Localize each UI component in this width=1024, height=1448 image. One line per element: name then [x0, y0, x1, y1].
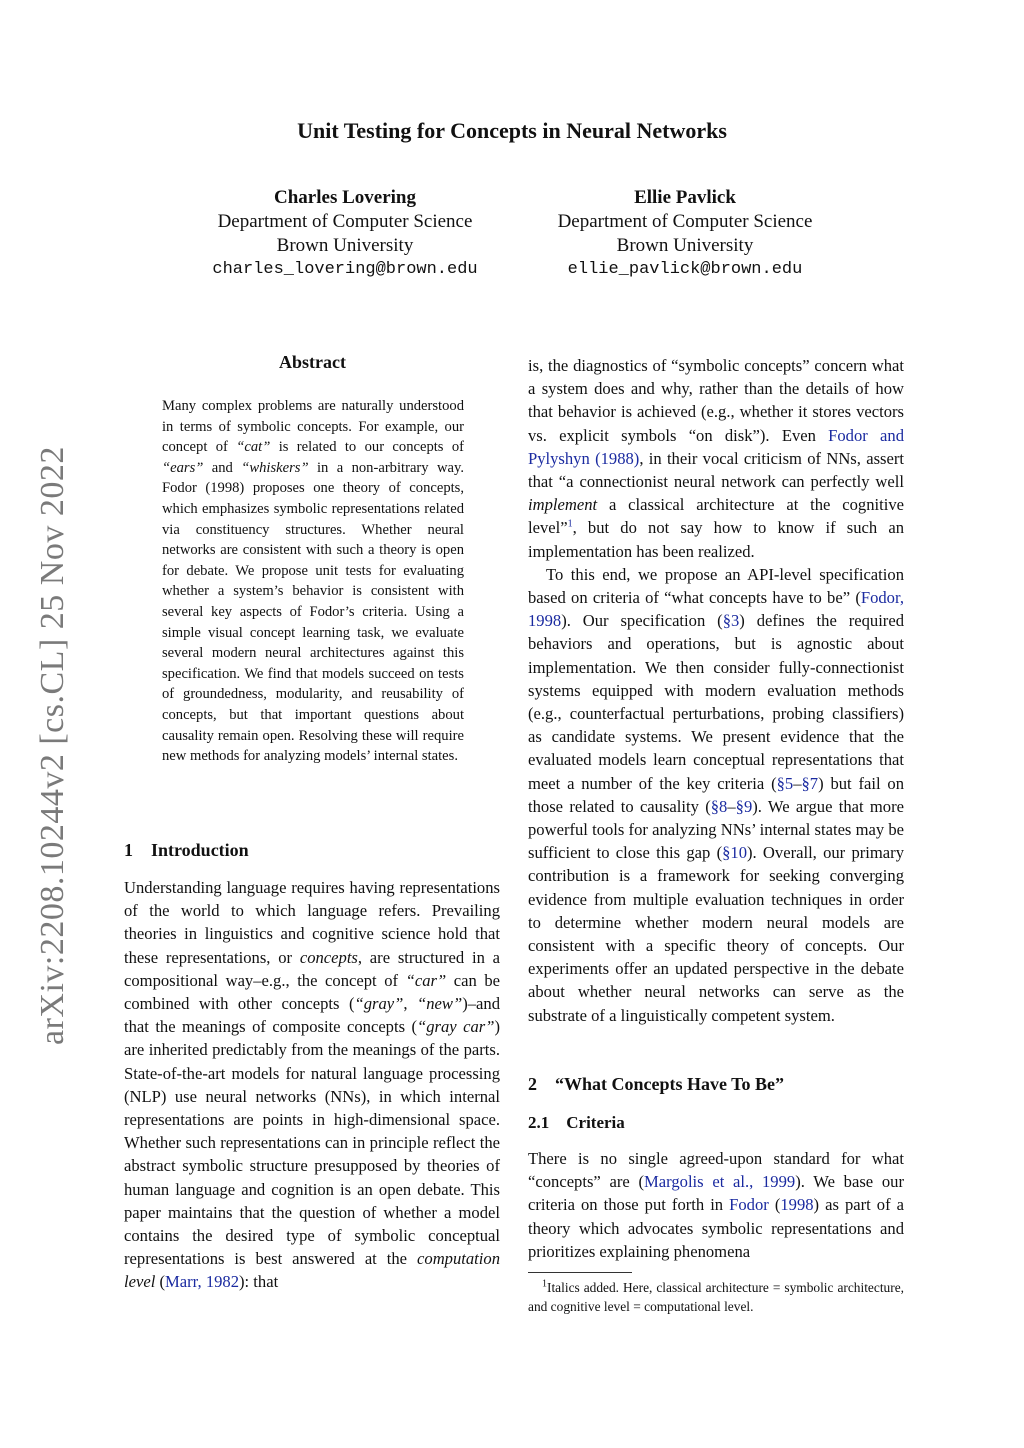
author-block-2 — [515, 186, 855, 282]
intro-text: ): that — [239, 1272, 279, 1292]
intro-text: ) are inherited predictably from the meanings of the parts. State-of-the-art models for natural language processing (NLP) use neural networks (NNs), in which internal representations are points in high-dimensional space. Whether such representations can in principle reflect the abstract symbolic structure presupposed by theories of human language and cognition is an open debate. This paper maintains that the question of whether a model contains the desired type of symbolic conceptual representations is best answered at the — [124, 1017, 500, 1269]
criteria-body — [528, 1147, 904, 1263]
intro-term: concepts — [299, 947, 358, 967]
author-name: Ellie Pavlick — [634, 187, 736, 208]
author-email: charles_lovering@brown.edu — [212, 260, 478, 279]
footnote-number: 1 — [542, 1278, 547, 1290]
footnote — [528, 1279, 904, 1316]
body-text: ( — [768, 1195, 781, 1215]
body-text: , but do not say how to know if such an implementation has been realized. — [528, 518, 904, 561]
body-term: implement — [528, 495, 598, 515]
right-column-body — [528, 354, 904, 1027]
abstract-text: in a non-arbitrary way. Fodor (1998) proposes one theory of concepts, which emphasizes symbolic representations related via constituency structures. Whether neural networks are consistent with such a theory is open for debate. We propose unit tests for evaluating whether a system’s behavior is consistent with several key aspects of Fodor’s criteria. Using a simple visual concept learning task, we evaluate several modern neural architectures against this specification. We find that models succeed on tests of groundedness, modularity, and reusability of concepts, but that important questions about causality remain open. Resolving these will require new methods for analyzing models’ internal states. — [162, 459, 464, 765]
body-text: ). Our specification ( — [561, 611, 723, 631]
abstract-term: “cat” — [236, 439, 271, 456]
citation-link[interactable]: Fodor and Pylyshyn (1988) — [528, 425, 904, 468]
intro-text: Understanding language requires having representations of the world to which language refers. Prevailing theories in linguistics and cognitive science hold that these representations, or — [124, 878, 500, 967]
author-univ: Brown University — [276, 235, 414, 256]
footnote-marker[interactable]: 1 — [567, 518, 573, 530]
intro-text: can be combined with other concepts ( — [124, 970, 500, 1014]
intro-text: , are structured in a compositional way–e.g., the concept of — [124, 947, 500, 990]
body-text: ) defines the required behaviors and operations, but is agnostic about implementation. We then consider fully-connectionist systems equipped with modern evaluation methods (e.g., counterfactual perturbations, probing classifiers) as candidate systems. We present evidence that the evaluated models learn conceptual representations that meet a number of the key criteria ( — [528, 611, 904, 793]
body-text: is, the diagnostics of “symbolic concepts” concern what a system does and why, rather than the details of how that behavior is achieved (e.g., whether it stores vectors vs. explicit symbols “on disk”). Even — [528, 356, 904, 445]
abstract-text: Many complex problems are naturally understood in terms of symbolic concepts. For example, our concept of — [162, 398, 464, 456]
body-text: ). Overall, our primary contribution is a framework for seeking converging evidence from multiple evaluation techniques in order to determine whether modern neural models are consistent with a specific theory of concepts. Our experiments offer an updated perspective in the debate about whether neural networks can serve as the substrate of a linguistically competent system. — [528, 843, 904, 1025]
body-text: – — [727, 796, 736, 816]
abstract-term: “whiskers” — [241, 459, 309, 476]
intro-heading: 1 Introduction — [124, 840, 249, 860]
body-text: ) but fail on those related to causality ( — [528, 773, 904, 816]
intro-term: “gray car” — [417, 1017, 495, 1037]
author-name: Charles Lovering — [274, 187, 416, 208]
section-link[interactable]: §5 — [776, 773, 794, 793]
paper-title: Unit Testing for Concepts in Neural Networks — [297, 118, 727, 143]
body-text: ) as part of a theory which advocates symbolic representations and prioritizes explaining phenomena — [528, 1195, 904, 1261]
section-2-heading: 2 “What Concepts Have To Be” — [528, 1074, 785, 1094]
footnote-text: Italics added. Here, classical architecture = symbolic architecture, and cognitive level = computational level. — [528, 1280, 904, 1314]
abstract-term: “ears” — [162, 459, 204, 476]
body-text: – — [793, 773, 802, 793]
section-link[interactable]: §9 — [735, 796, 753, 816]
intro-text: )–and that the meanings of composite concepts ( — [124, 994, 500, 1037]
section-2-1-heading: 2.1 Criteria — [528, 1113, 625, 1132]
citation-link[interactable]: 1998 — [780, 1195, 814, 1215]
body-text: To this end, we propose an API-level specification based on criteria of “what concepts have to be” ( — [528, 564, 904, 608]
section-link[interactable]: §7 — [801, 773, 819, 793]
intro-term: computation level — [124, 1249, 500, 1292]
author-univ: Brown University — [616, 235, 754, 256]
body-text: ). We base our criteria on those put forth in — [528, 1172, 904, 1215]
author-block-1 — [175, 186, 515, 282]
intro-text: ( — [155, 1272, 166, 1292]
abstract-heading: Abstract — [279, 352, 346, 372]
intro-term: “car” — [405, 970, 447, 990]
intro-body — [124, 876, 500, 1294]
body-text: There is no single agreed-upon standard for what “concepts” are ( — [528, 1149, 904, 1192]
intro-text: , — [403, 994, 418, 1014]
citation-link[interactable]: Marr, 1982 — [165, 1272, 240, 1292]
section-link[interactable]: §3 — [722, 611, 740, 631]
body-text: a classical architecture at the cognitive level” — [528, 495, 904, 538]
footnote-rule — [528, 1272, 632, 1273]
body-text: ). We argue that more powerful tools for analyzing NNs’ internal states may be sufficient to close this gap ( — [528, 796, 904, 863]
arxiv-sidebar-id: arXiv:2208.10244v2 [cs.CL] 25 Nov 2022 — [34, 446, 71, 1045]
author-email: ellie_pavlick@brown.edu — [567, 260, 803, 279]
author-dept: Department of Computer Science — [217, 211, 473, 232]
author-dept: Department of Computer Science — [557, 211, 813, 232]
citation-link[interactable]: Fodor — [729, 1195, 769, 1215]
abstract-body — [162, 396, 464, 767]
citation-link[interactable]: Fodor, 1998 — [528, 588, 904, 631]
body-text: , in their vocal criticism of NNs, assert that “a connectionist neural network can perfectly well — [528, 448, 904, 492]
intro-term: “gray” — [354, 994, 404, 1014]
citation-link[interactable]: Margolis et al., 1999 — [644, 1172, 796, 1192]
section-link[interactable]: §8 — [710, 796, 728, 816]
section-link[interactable]: §10 — [722, 843, 747, 863]
abstract-text: and — [203, 459, 242, 476]
abstract-text: is related to our concepts of — [270, 439, 464, 456]
intro-term: “new” — [417, 994, 463, 1014]
